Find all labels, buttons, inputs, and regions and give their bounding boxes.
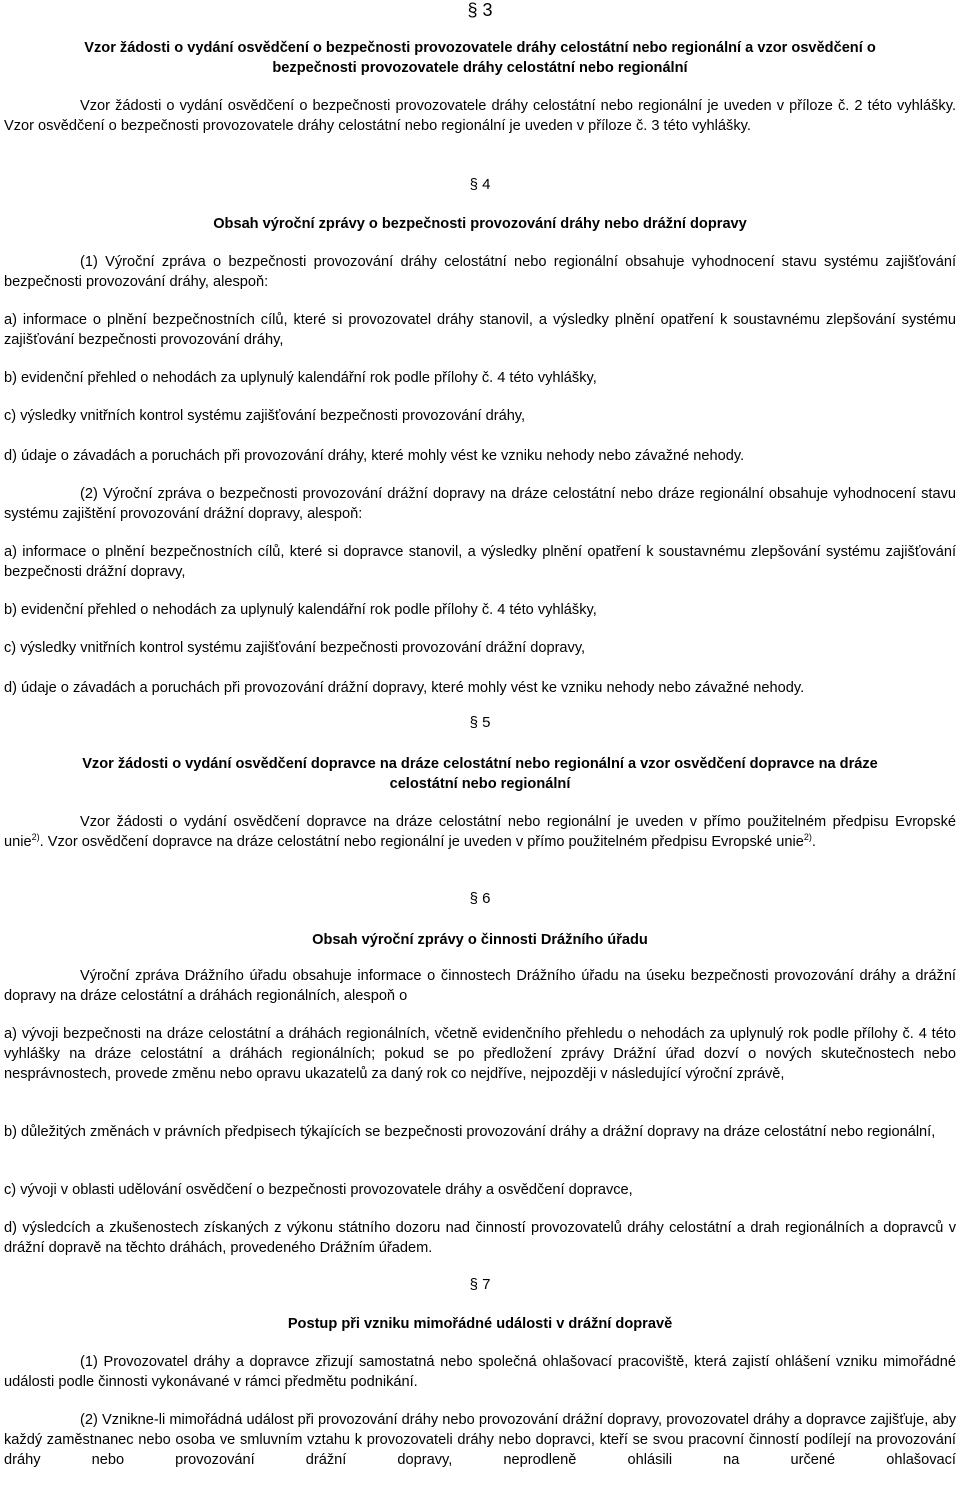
section-4-item-c1: c) výsledky vnitřních kontrol systému zajišťování bezpečnosti provozování dráhy, bbox=[4, 408, 526, 424]
section-6-title: Obsah výroční zprávy o činnosti Drážního úřadu bbox=[312, 932, 648, 948]
section-6-item-d: d) výsledcích a zkušenostech získaných z výkonu státního dozoru nad činností provozovatelů dráhy celostátní a drah regionálních a dopravců v drážní dopravě na těchto dráhách, provedeného Drážním úřadem. bbox=[4, 1220, 956, 1256]
section-4-item-d2: d) údaje o závadách a poruchách při provozování drážní dopravy, které mohly vést ke vzniku nehody nebo závažné nehody. bbox=[4, 680, 805, 696]
section-4-title: Obsah výroční zprávy o bezpečnosti provozování dráhy nebo drážní dopravy bbox=[213, 216, 747, 232]
section-4-item-b1: b) evidenční přehled o nehodách za uplynulý kalendářní rok podle přílohy č. 4 této vyhlášky, bbox=[4, 370, 597, 386]
section-5-paragraph: Vzor žádosti o vydání osvědčení dopravce na dráze celostátní nebo regionální je uveden v přímo použitelném předpisu Evropské unie$^{2)}$. Vzor osvědčení dopravce na dráze celostátní nebo regionální je uveden v přímo použitelném předpisu Evropské unie$^{2)}$. bbox=[4, 814, 956, 850]
section-4-number: § 4 bbox=[469, 176, 491, 193]
section-4-item-c2: c) výsledky vnitřních kontrol systému zajišťování bezpečnosti provozování drážní dopravy, bbox=[4, 640, 586, 656]
section-4-item-a1: a) informace o plnění bezpečnostních cílů, které si provozovatel dráhy stanovil, a výsledky plnění opatření k soustavnému zlepšování systému zajišťování bezpečnosti provozování dráhy, bbox=[4, 312, 956, 348]
section-7-title: Postup při vzniku mimořádné události v drážní dopravě bbox=[287, 1316, 673, 1332]
section-6-item-b: b) důležitých změnách v právních předpisech týkajících se bezpečnosti provozování dráhy a drážní dopravy na dráze celostátní nebo regionální, bbox=[4, 1124, 936, 1140]
section-7-paragraph-2: (2) Vznikne-li mimořádná událost při provozování dráhy nebo provozování drážní dopravy, provozovatel dráhy a dopravce zajišťuje, aby každý zaměstnanec nebo osoba ve smluvním vztahu k provozovateli dráhy nebo dopravci, kteří se svou pracovní činností podílejí na provozování dráhy nebo provozování drážní dopravy, neprodleně ohlásili na určené ohlašovací bbox=[4, 1412, 956, 1468]
section-5-number: § 5 bbox=[469, 714, 491, 731]
section-6-item-a: a) vývoji bezpečnosti na dráze celostátní a dráhách regionálních, včetně evidenčního přehledu o nehodách za uplynulý rok podle přílohy č. 4 této vyhlášky na dráze celostátní a dráhách regionálních; pokud se po předložení zprávy Drážní úřad dozví o nových skutečnostech nebo nesprávnostech, provede změnu nebo opravu ukazatelů za daný rok co nejdříve, nejpozději v následující výroční zprávě, bbox=[4, 1026, 956, 1082]
section-7-paragraph-1: (1) Provozovatel dráhy a dopravce zřizují samostatná nebo společná ohlašovací pracoviště, která zajistí ohlášení vzniku mimořádné události podle činnosti vykonávané v rámci předmětu podnikání. bbox=[4, 1354, 956, 1390]
section-6-item-c: c) vývoji v oblasti udělování osvědčení o bezpečnosti provozovatele dráhy a osvědčení dopravce, bbox=[4, 1182, 633, 1198]
section-4-item-b2: b) evidenční přehled o nehodách za uplynulý kalendářní rok podle přílohy č. 4 této vyhlášky, bbox=[4, 602, 597, 618]
section-3-paragraph: Vzor žádosti o vydání osvědčení o bezpečnosti provozovatele dráhy celostátní nebo regionální je uveden v příloze č. 2 této vyhlášky. Vzor osvědčení o bezpečnosti provozovatele dráhy celostátní nebo regionální je uveden v příloze č. 3 této vyhlášky. bbox=[4, 98, 956, 134]
section-4-item-a2: a) informace o plnění bezpečnostních cílů, které si dopravce stanovil, a výsledky plnění opatření k soustavnému zlepšování systému zajišťování bezpečnosti drážní dopravy, bbox=[4, 544, 956, 580]
section-5-title: Vzor žádosti o vydání osvědčení dopravce na dráze celostátní nebo regionální a vzor osvědčení dopravce na dráze celostátní nebo regionální bbox=[82, 756, 878, 792]
section-3-title: Vzor žádosti o vydání osvědčení o bezpečnosti provozovatele dráhy celostátní nebo regionální a vzor osvědčení o bezpečnosti provozovatele dráhy celostátní nebo regionální bbox=[84, 40, 876, 76]
section-4-item-d1: d) údaje o závadách a poruchách při provozování dráhy, které mohly vést ke vzniku nehody nebo závažné nehody. bbox=[4, 448, 745, 464]
section-4-paragraph-2: (2) Výroční zpráva o bezpečnosti provozování drážní dopravy na dráze celostátní nebo dráze regionální obsahuje vyhodnocení stavu systému zajištění provozování drážní dopravy, alespoň: bbox=[4, 486, 956, 522]
section-6-number: § 6 bbox=[469, 890, 491, 907]
section-7-number: § 7 bbox=[469, 1276, 491, 1293]
section-6-paragraph: Výroční zpráva Drážního úřadu obsahuje informace o činnostech Drážního úřadu na úseku bezpečnosti provozování dráhy a drážní dopravy na dráze celostátní a dráhách regionálních, alespoň o bbox=[4, 968, 956, 1004]
section-3-number: § 3 bbox=[467, 0, 493, 20]
section-4-paragraph-1: (1) Výroční zpráva o bezpečnosti provozování dráhy celostátní nebo regionální obsahuje vyhodnocení stavu systému zajišťování bezpečnosti provozování dráhy, alespoň: bbox=[4, 254, 956, 290]
